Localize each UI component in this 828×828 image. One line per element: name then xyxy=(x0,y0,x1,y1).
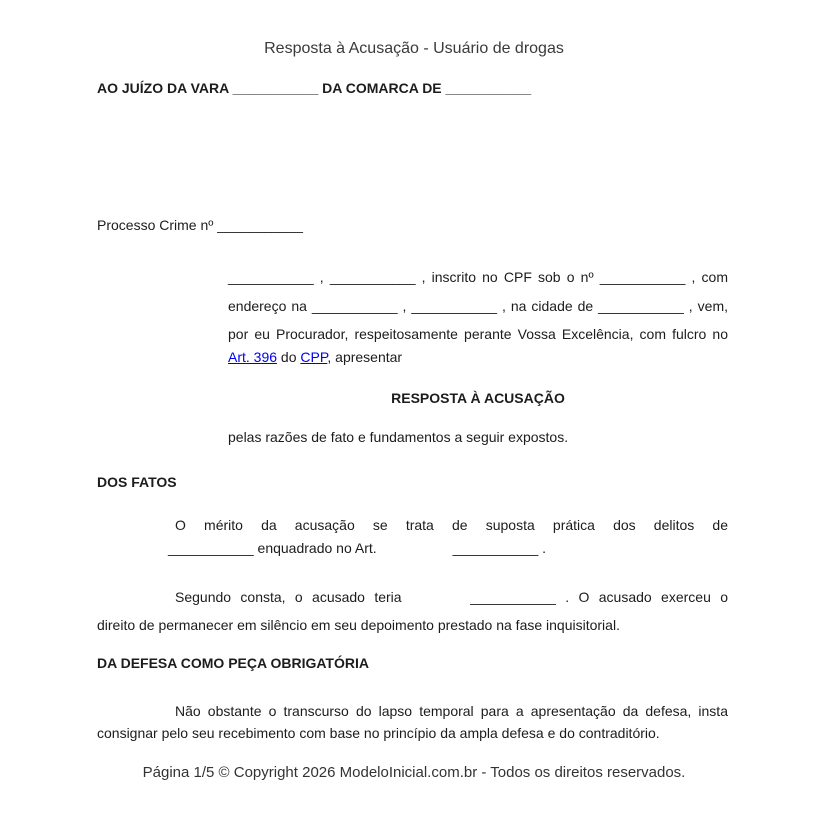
page-footer-copyright: Página 1/5 © Copyright 2026 ModeloInicial.com.br - Todos os direitos reservados. xyxy=(142,764,686,781)
qualification-line-1: ___________ , ___________ , inscrito no CPF sob o nº ___________ , com xyxy=(228,269,728,285)
fatos-line-3-left: Segundo consta, o acusado teria xyxy=(175,589,402,605)
defesa-paragraph-line-1: Não obstante o transcurso do lapso temporal para a apresentação da defesa, insta xyxy=(175,703,728,719)
fatos-line-2-right: ___________ . xyxy=(452,540,547,556)
heading-dos-fatos: DOS FATOS xyxy=(97,474,177,490)
link-cpp[interactable]: CPP xyxy=(300,349,328,365)
fatos-paragraph-line-4: direito de permanecer em silêncio em seu depoimento prestado na fase inquisitorial. xyxy=(97,617,620,633)
qualification-line-4-text: do xyxy=(277,349,301,365)
case-number-line: Processo Crime nº ___________ xyxy=(97,217,303,233)
document-title: Resposta à Acusação - Usuário de drogas xyxy=(264,40,564,57)
pelas-razoes-line: pelas razões de fato e fundamentos a seguir expostos. xyxy=(228,429,569,445)
addressee-line: AO JUÍZO DA VARA ___________ DA COMARCA DE ___________ xyxy=(97,80,532,96)
fatos-line-2-left: ___________ enquadrado no Art. xyxy=(168,540,377,556)
qualification-line-2: endereço na ___________ , ___________ , na cidade de ___________ , vem, xyxy=(228,298,728,314)
qualification-line-4-end: , apresentar xyxy=(327,349,403,365)
link-art-396[interactable]: Art. 396 xyxy=(228,349,278,365)
heading-resposta-acusacao: RESPOSTA À ACUSAÇÃO xyxy=(391,390,565,406)
fatos-paragraph-line-3 xyxy=(175,588,728,606)
fatos-paragraph-line-2 xyxy=(168,539,546,557)
fatos-line-3-right: ___________ . O acusado exerceu o xyxy=(470,589,729,605)
defesa-paragraph-line-2: consignar pelo seu recebimento com base no princípio da ampla defesa e do contraditório. xyxy=(97,725,660,741)
fatos-paragraph-line-1: O mérito da acusação se trata de suposta prática dos delitos de xyxy=(175,517,728,533)
qualification-line-3: por eu Procurador, respeitosamente perante Vossa Excelência, com fulcro no xyxy=(228,326,728,342)
heading-da-defesa: DA DEFESA COMO PEÇA OBRIGATÓRIA xyxy=(97,655,369,671)
qualification-line-4 xyxy=(228,348,728,366)
